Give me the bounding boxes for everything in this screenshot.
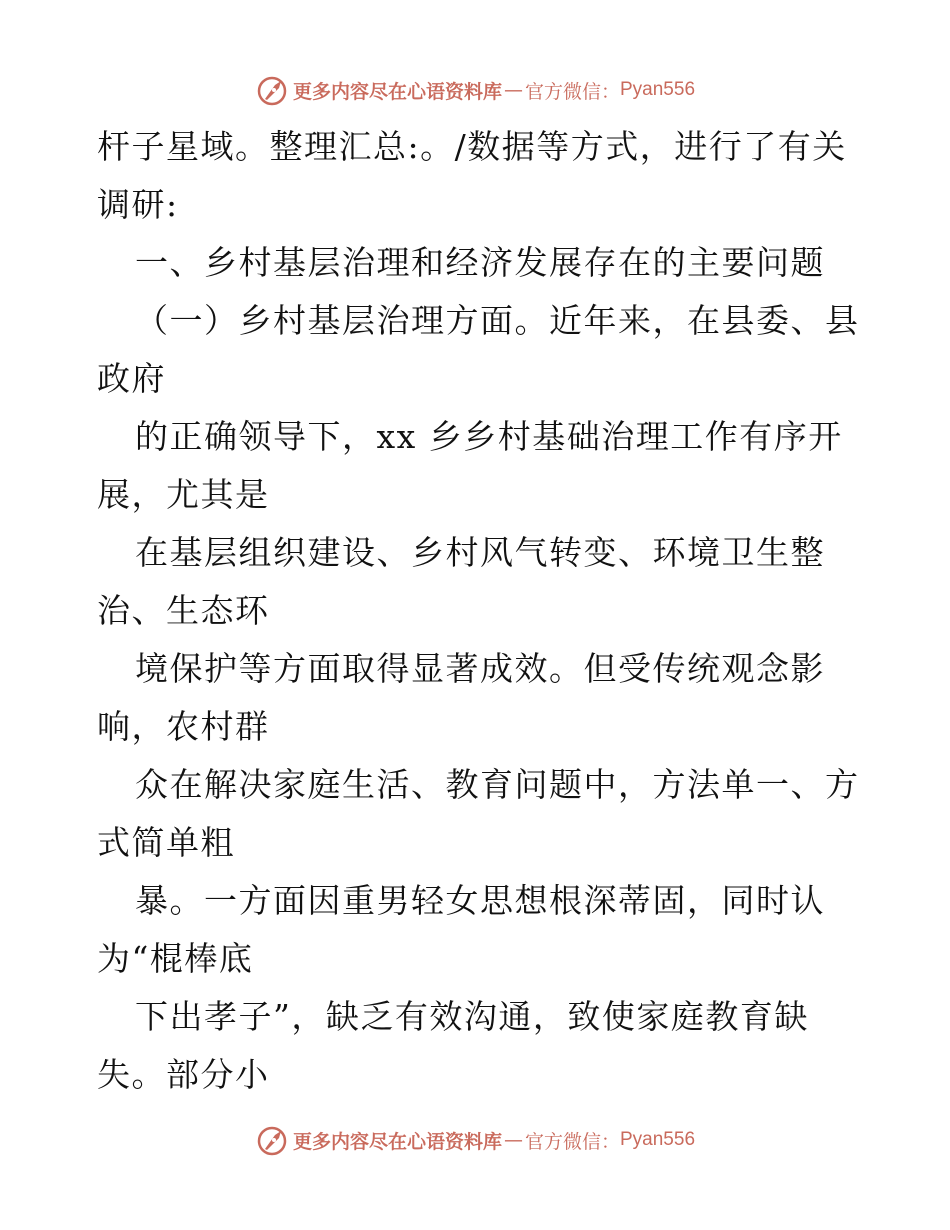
text-line: 调研: — [97, 185, 179, 224]
text-line: （一）乡村基层治理方面。近年来，在县委、县 — [135, 301, 860, 340]
header-banner — [0, 70, 950, 110]
text-line: 下出孝子”，缺乏有效沟通，致使家庭教育缺 — [135, 997, 809, 1036]
text-line: 在基层组织建设、乡村风气转变、环境卫生整 — [135, 533, 825, 572]
text-line: 治、生态环 — [97, 591, 270, 630]
pen-nib-logo-icon — [255, 1123, 289, 1157]
banner-wechat-id: Pyan556 — [620, 1129, 696, 1150]
banner-wechat-label: 官方微信： — [524, 80, 620, 103]
text-line: 政府 — [97, 359, 166, 398]
banner-slogan: 更多内容尽在心语资料库 — [292, 80, 502, 103]
text-line: 杆子星域。整理汇总:。/数据等方式，进行了有关 — [97, 127, 847, 166]
text-line: 响，农村群 — [97, 707, 270, 746]
text-line: 失。部分小 — [97, 1055, 270, 1094]
banner-dash: — — [503, 79, 523, 101]
text-line: 的正确领导下，xx 乡乡村基础治理工作有序开 — [135, 417, 843, 456]
pen-nib-logo-icon — [255, 73, 289, 107]
banner-wechat-id: Pyan556 — [620, 79, 696, 100]
text-line: 式简单粗 — [97, 823, 235, 862]
banner-slogan: 更多内容尽在心语资料库 — [292, 1130, 502, 1153]
text-line: 为“棍棒底 — [97, 939, 254, 978]
footer-banner — [0, 1120, 950, 1160]
text-line: 暴。一方面因重男轻女思想根深蒂固，同时认 — [135, 881, 825, 920]
document-body — [97, 118, 860, 1104]
text-line: 一、乡村基层治理和经济发展存在的主要问题 — [135, 243, 825, 282]
banner-wechat-label: 官方微信： — [524, 1130, 620, 1153]
text-line: 众在解决家庭生活、教育问题中，方法单一、方 — [135, 765, 860, 804]
banner-dash: — — [503, 1129, 523, 1151]
text-line: 展，尤其是 — [97, 475, 270, 514]
text-line: 境保护等方面取得显著成效。但受传统观念影 — [135, 649, 825, 688]
